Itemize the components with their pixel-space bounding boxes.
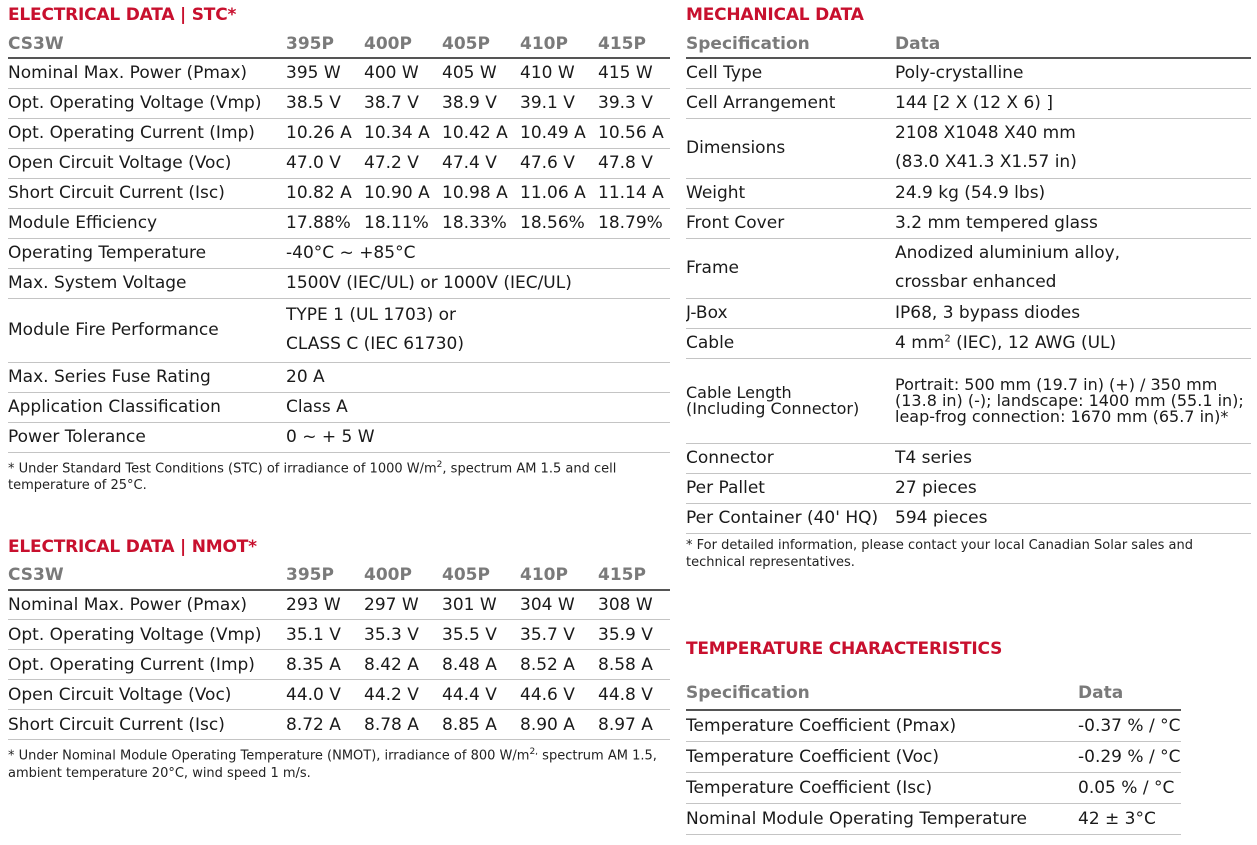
stc-label: Opt. Operating Current (Imp): [8, 123, 255, 143]
cable-length-label-1: Cable Length: [686, 382, 792, 402]
stc-header-row: [8, 30, 670, 58]
mech-value: [895, 238, 1251, 298]
stc-value: 39.1 V: [520, 93, 575, 113]
nmot-value: 44.0 V: [286, 684, 341, 705]
stc-label: Open Circuit Voltage (Voc): [8, 153, 232, 173]
nmot-value: 8.72 A: [286, 714, 341, 735]
mech-row-front-cover: [686, 208, 1251, 238]
temp-header-row: [686, 676, 1181, 710]
nmot-footnote: [8, 744, 670, 781]
nmot-label: Open Circuit Voltage (Voc): [8, 684, 232, 705]
right-column: [686, 0, 1251, 829]
left-column: [8, 0, 670, 782]
nmot-value: 35.1 V: [286, 624, 341, 645]
stc-row-tolerance: [8, 422, 670, 452]
frame-line-2: crossbar enhanced: [895, 272, 1057, 292]
mech-value: IP68, 3 bypass diodes: [895, 303, 1081, 323]
stc-value: 47.6 V: [520, 153, 575, 173]
stc-value: 11.14 A: [598, 183, 664, 203]
stc-value: 405 W: [442, 63, 497, 84]
temp-table: [686, 676, 1181, 835]
mech-label: Cell Type: [686, 63, 763, 84]
stc-value: 10.56 A: [598, 123, 664, 143]
nmot-value: 35.3 V: [364, 624, 419, 645]
mech-header-data: Data: [895, 33, 941, 54]
stc-value: 38.5 V: [286, 93, 341, 113]
stc-label: Power Tolerance: [8, 427, 146, 447]
nmot-value: 8.35 A: [286, 654, 341, 675]
nmot-value: 8.97 A: [598, 714, 653, 735]
nmot-value: 44.8 V: [598, 684, 653, 705]
stc-label: Application Classification: [8, 397, 221, 417]
mech-row-cell-arrangement: [686, 88, 1251, 118]
nmot-header-415p: 415P: [598, 565, 646, 586]
nmot-value: 304 W: [520, 595, 575, 616]
nmot-value: 35.5 V: [442, 624, 497, 645]
stc-value: 17.88%: [286, 213, 351, 233]
temp-label: Nominal Module Operating Temperature: [686, 808, 1028, 829]
stc-header-405p: 405P: [442, 33, 490, 54]
nmot-header-row: [8, 562, 670, 590]
nmot-value: 301 W: [442, 595, 497, 616]
stc-section-title: ELECTRICAL DATA | STC*: [8, 5, 237, 25]
stc-row-op-temp: [8, 238, 670, 268]
fire-line-1: TYPE 1 (UL 1703) or: [286, 305, 457, 325]
stc-note-text-2: , spectrum AM 1.5 and cell temperature of 25°C.: [8, 460, 617, 493]
stc-header-model: CS3W: [8, 33, 64, 54]
mech-label: Frame: [686, 258, 739, 278]
nmot-value: 8.90 A: [520, 714, 575, 735]
stc-value: 0 ~ + 5 W: [286, 427, 375, 447]
mech-label: Weight: [686, 183, 746, 203]
mech-row-jbox: [686, 298, 1251, 328]
nmot-value: 8.85 A: [442, 714, 497, 735]
stc-value: 18.56%: [520, 213, 585, 233]
nmot-header-405p: 405P: [442, 565, 490, 586]
temp-value: -0.37 % / °C: [1078, 715, 1181, 736]
stc-row-imp: [8, 118, 670, 148]
stc-value: 20 A: [286, 367, 325, 387]
nmot-note-sup: 2,: [529, 747, 539, 758]
stc-label: Max. Series Fuse Rating: [8, 367, 211, 387]
temp-row-nmot: [686, 803, 1181, 834]
mech-row-cable-length: [686, 358, 1251, 443]
stc-label: Module Efficiency: [8, 213, 158, 233]
mech-row-dimensions: [686, 118, 1251, 178]
temp-row-isc: [686, 772, 1181, 803]
stc-footnote: [8, 457, 670, 494]
temp-row-pmax: [686, 710, 1181, 741]
stc-value: 47.4 V: [442, 153, 497, 173]
stc-value: -40°C ~ +85°C: [286, 243, 416, 263]
stc-value: Class A: [286, 397, 348, 417]
stc-note-sup: 2: [436, 459, 443, 470]
mech-value: 594 pieces: [895, 508, 988, 528]
nmot-value: 8.58 A: [598, 654, 653, 675]
cable-value-post: (IEC), 12 AWG (UL): [950, 333, 1117, 353]
cable-value-pre: 4 mm: [895, 333, 945, 353]
mech-row-cell-type: [686, 58, 1251, 88]
temp-header-data: Data: [1078, 682, 1124, 703]
mech-value: Portrait: 500 mm (19.7 in) (+) / 350 mm (13.8 in) (-); landscape: 1400 mm (55.1 in); leap-frog connection: 1670 mm (65.7 in)*: [895, 374, 1244, 426]
stc-value: 395 W: [286, 63, 341, 84]
mech-section-title: MECHANICAL DATA: [686, 5, 864, 25]
stc-value: 1500V (IEC/UL) or 1000V (IEC/UL): [286, 273, 572, 293]
stc-label: Short Circuit Current (Isc): [8, 183, 225, 203]
stc-row-app-class: [8, 392, 670, 422]
stc-value: 39.3 V: [598, 93, 653, 113]
cable-value-sup: 2: [944, 333, 951, 345]
stc-label: Max. System Voltage: [8, 273, 187, 293]
nmot-header-395p: 395P: [286, 565, 334, 586]
stc-value: 10.26 A: [286, 123, 352, 143]
mech-row-frame: [686, 238, 1251, 298]
nmot-note-text-2: spectrum AM 1.5, ambient temperature 20°C, wind speed 1 m/s.: [8, 748, 657, 781]
mech-value: T4 series: [895, 448, 972, 468]
stc-value: 410 W: [520, 63, 575, 84]
stc-table: [8, 30, 670, 453]
temp-header-spec: Specification: [686, 682, 810, 703]
nmot-value: 308 W: [598, 595, 653, 616]
nmot-value: 293 W: [286, 595, 341, 616]
nmot-value: 35.9 V: [598, 624, 653, 645]
mech-table: [686, 30, 1251, 534]
stc-header-400p: 400P: [364, 33, 412, 54]
nmot-row-voc: [8, 680, 670, 710]
dimensions-line-1: 2108 X1048 X40 mm: [895, 123, 1076, 143]
mech-row-connector: [686, 443, 1251, 473]
mech-label: Cable: [686, 333, 735, 353]
stc-value: 10.98 A: [442, 183, 508, 203]
mech-label: Per Pallet: [686, 478, 765, 498]
nmot-value: 8.78 A: [364, 714, 419, 735]
mech-label: [686, 358, 895, 443]
stc-value: 10.34 A: [364, 123, 430, 143]
stc-value: 415 W: [598, 63, 653, 84]
stc-value: 10.82 A: [286, 183, 352, 203]
stc-value: 18.11%: [364, 213, 429, 233]
stc-label: Nominal Max. Power (Pmax): [8, 63, 248, 84]
nmot-value: 8.52 A: [520, 654, 575, 675]
nmot-row-pmax: [8, 590, 670, 620]
mech-row-cable: [686, 328, 1251, 358]
stc-value: 18.79%: [598, 213, 663, 233]
nmot-value: 44.2 V: [364, 684, 419, 705]
frame-line-1: Anodized aluminium alloy,: [895, 243, 1121, 263]
nmot-header-400p: 400P: [364, 565, 412, 586]
mech-value: [895, 118, 1251, 178]
temp-row-voc: [686, 741, 1181, 772]
temp-label: Temperature Coefficient (Isc): [686, 777, 933, 798]
mech-header-spec: Specification: [686, 33, 810, 54]
stc-header-410p: 410P: [520, 33, 568, 54]
stc-row-efficiency: [8, 208, 670, 238]
stc-row-isc: [8, 178, 670, 208]
mech-row-per-pallet: [686, 473, 1251, 503]
nmot-table: [8, 562, 670, 741]
stc-label: Operating Temperature: [8, 243, 207, 263]
nmot-label: Nominal Max. Power (Pmax): [8, 595, 248, 616]
nmot-label: Short Circuit Current (Isc): [8, 714, 225, 735]
temp-section-title: TEMPERATURE CHARACTERISTICS: [686, 639, 1003, 659]
stc-value: 38.9 V: [442, 93, 497, 113]
mech-label: Dimensions: [686, 138, 786, 158]
mech-label: J-Box: [686, 303, 728, 323]
stc-row-voc: [8, 148, 670, 178]
mech-value: 27 pieces: [895, 478, 977, 498]
temp-label: Temperature Coefficient (Pmax): [686, 715, 957, 736]
nmot-label: Opt. Operating Voltage (Vmp): [8, 624, 262, 645]
temp-value: 42 ± 3°C: [1078, 808, 1156, 829]
mech-header-row: [686, 30, 1251, 58]
nmot-row-imp: [8, 650, 670, 680]
mech-value: 144 [2 X (12 X 6) ]: [895, 93, 1053, 113]
nmot-value: 8.42 A: [364, 654, 419, 675]
stc-value: 38.7 V: [364, 93, 419, 113]
stc-row-fuse: [8, 362, 670, 392]
stc-note-text: * Under Standard Test Conditions (STC) of irradiance of 1000 W/m: [8, 460, 437, 476]
mech-label: Connector: [686, 448, 774, 468]
mech-label: Cell Arrangement: [686, 93, 836, 113]
mech-value: 24.9 kg (54.9 lbs): [895, 183, 1046, 203]
mech-label: Front Cover: [686, 213, 785, 233]
cable-length-label-2: (Including Connector): [686, 398, 860, 418]
stc-row-vmp: [8, 88, 670, 118]
nmot-value: 35.7 V: [520, 624, 575, 645]
stc-value: 11.06 A: [520, 183, 586, 203]
stc-row-max-sys-voltage: [8, 268, 670, 298]
stc-value: 47.2 V: [364, 153, 419, 173]
mech-footnote: * For detailed information, please contact your local Canadian Solar sales and technical representatives.: [686, 537, 1194, 570]
mech-value: [895, 328, 1251, 358]
nmot-section-title: ELECTRICAL DATA | NMOT*: [8, 536, 257, 557]
stc-value: 47.8 V: [598, 153, 653, 173]
stc-value: 18.33%: [442, 213, 507, 233]
stc-row-pmax: [8, 58, 670, 88]
nmot-value: 8.48 A: [442, 654, 497, 675]
temp-value: 0.05 % / °C: [1078, 777, 1175, 798]
stc-row-fire: [8, 298, 670, 362]
nmot-row-isc: [8, 710, 670, 740]
stc-header-415p: 415P: [598, 33, 646, 54]
temp-label: Temperature Coefficient (Voc): [686, 746, 939, 767]
temp-value: -0.29 % / °C: [1078, 746, 1181, 767]
stc-value: 400 W: [364, 63, 419, 84]
nmot-label: Opt. Operating Current (Imp): [8, 654, 255, 675]
stc-value: 47.0 V: [286, 153, 341, 173]
nmot-row-vmp: [8, 620, 670, 650]
nmot-value: 44.6 V: [520, 684, 575, 705]
mech-row-weight: [686, 178, 1251, 208]
stc-value: 10.42 A: [442, 123, 508, 143]
stc-label: Opt. Operating Voltage (Vmp): [8, 93, 262, 113]
stc-value: 10.90 A: [364, 183, 430, 203]
fire-line-2: CLASS C (IEC 61730): [286, 334, 464, 354]
mech-row-per-container: [686, 503, 1251, 533]
mech-label: Per Container (40' HQ): [686, 508, 879, 528]
nmot-header-410p: 410P: [520, 565, 568, 586]
stc-header-395p: 395P: [286, 33, 334, 54]
mech-value: 3.2 mm tempered glass: [895, 213, 1098, 233]
stc-value: [286, 298, 670, 362]
nmot-note-text: * Under Nominal Module Operating Temperature (NMOT), irradiance of 800 W/m: [8, 748, 530, 764]
dimensions-line-2: (83.0 X41.3 X1.57 in): [895, 152, 1077, 172]
stc-label: Module Fire Performance: [8, 320, 219, 340]
nmot-header-model: CS3W: [8, 565, 64, 586]
nmot-value: 297 W: [364, 595, 419, 616]
stc-value: 10.49 A: [520, 123, 586, 143]
nmot-value: 44.4 V: [442, 684, 497, 705]
mech-value: Poly-crystalline: [895, 63, 1024, 84]
